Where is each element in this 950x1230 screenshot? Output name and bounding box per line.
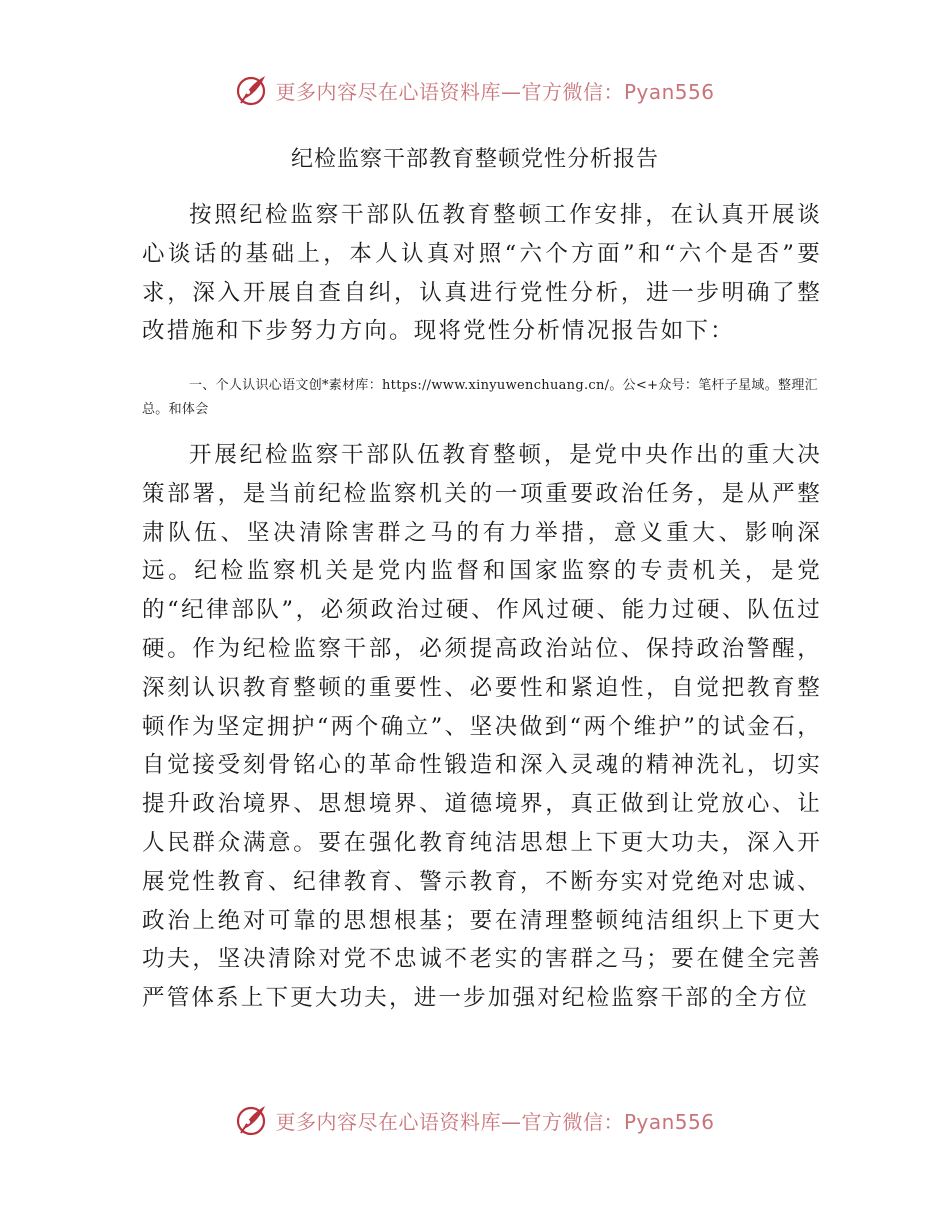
section-heading-note: 一、个人认识心语文创*素材库：https://www.xinyuwenchuang.cn/。公<+众号：笔杆子星域。整理汇总。和体会 (142, 378, 818, 417)
document-title: 纪检监察干部教育整顿党性分析报告 (290, 147, 659, 172)
quill-logo-icon (235, 73, 269, 107)
footer-banner (0, 1098, 950, 1142)
quill-logo-icon (235, 1103, 269, 1137)
body-paragraph: 开展纪检监察干部队伍教育整顿，是党中央作出的重大决策部署，是当前纪检监察机关的一项重要政治任务，是从严整肃队伍、坚决清除害群之马的有力举措，意义重大、影响深远。纪检监察机关是党内监督和国家监察的专责机关，是党的“纪律部队”，必须政治过硬、作风过硬、能力过硬、队伍过硬。作为纪检监察干部，必须提高政治站位、保持政治警醒，深刻认识教育整顿的重要性、必要性和紧迫性，自觉把教育整顿作为坚定拥护“两个确立”、坚决做到“两个维护”的试金石，自觉接受刻骨铭心的革命性锻造和深入灵魂的精神洗礼，切实提升政治境界、思想境界、道德境界，真正做到让党放心、让人民群众满意。要在强化教育纯洁思想上下更大功夫，深入开展党性教育、纪律教育、警示教育，不断夯实对党绝对忠诚、政治上绝对可靠的思想根基；要在清理整顿纯洁组织上下更大功夫，坚决清除对党不忠诚不老实的害群之马；要在健全完善严管体系上下更大功夫，进一步加强对纪检监察干部的全方位 (142, 442, 822, 1012)
banner-text: 更多内容尽在心语资料库—官方微信：Pyan556 (275, 1109, 715, 1134)
intro-paragraph: 按照纪检监察干部队伍教育整顿工作安排，在认真开展谈心谈话的基础上，本人认真对照“六个方面”和“六个是否”要求，深入开展自查自纠，认真进行党性分析，进一步明确了整改措施和下步努力方向。现将党性分析情况报告如下： (142, 202, 822, 345)
header-banner (0, 68, 950, 112)
banner-text: 更多内容尽在心语资料库—官方微信：Pyan556 (275, 79, 715, 104)
